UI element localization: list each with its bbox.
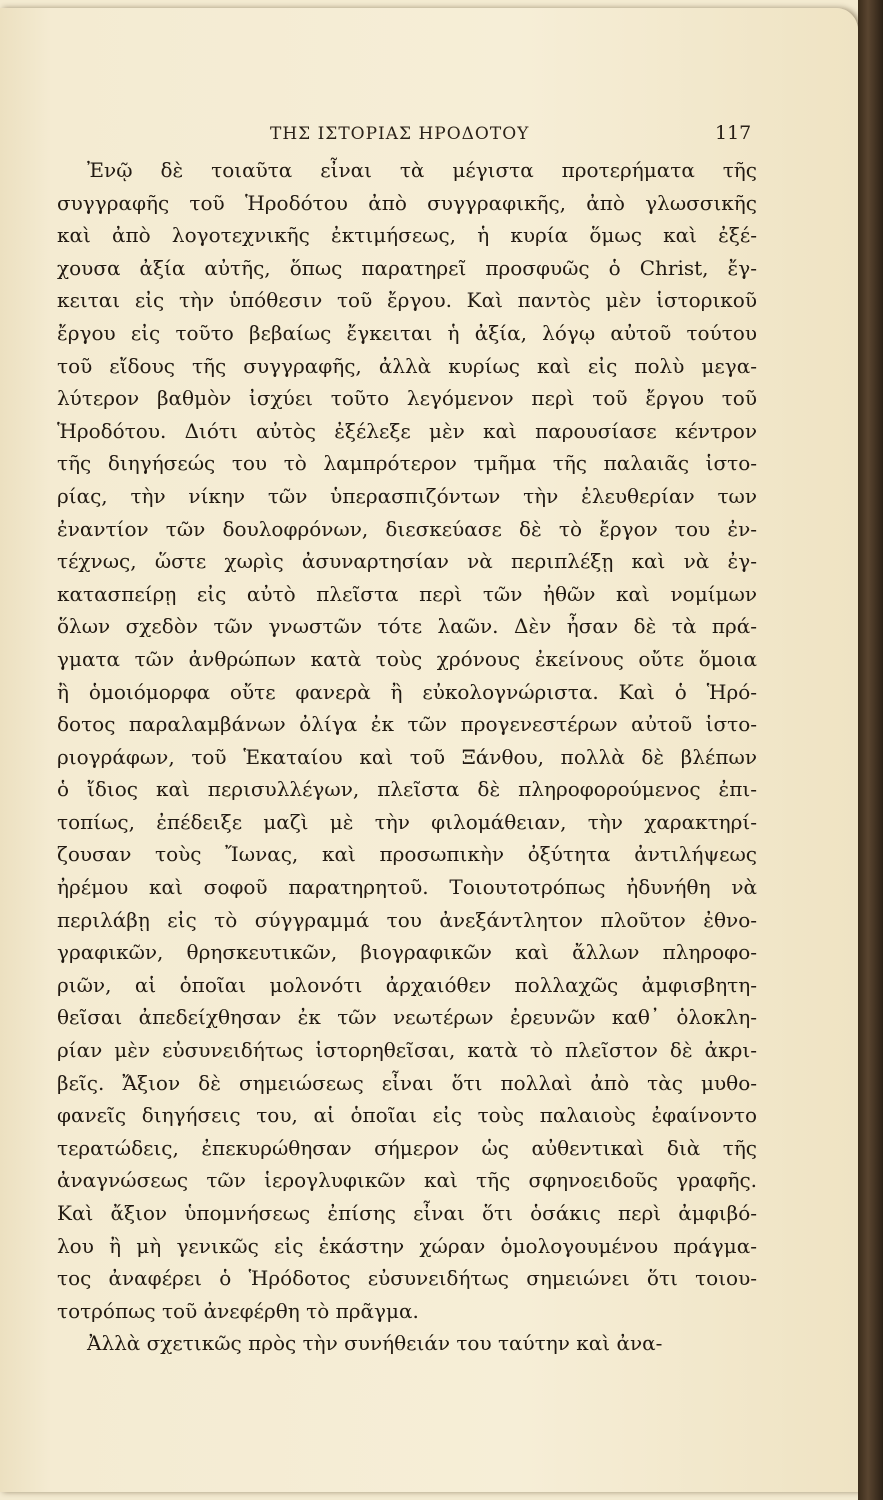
page-header [0,120,858,150]
text-line: περιλάβῃ εἰς τὸ σύγγραμμά του ἀνεξάντλητον πλοῦτον ἐθνο- [57,907,757,932]
text-line: τοπίως, ἐπέδειξε μαζὶ μὲ τὴν φιλομάθειαν, τὴν χαρακτηρί- [57,809,757,834]
text-line: ἔργου εἰς τοῦτο βεβαίως ἔγκειται ἡ ἀξία, λόγῳ αὐτοῦ τούτου [57,320,757,345]
text-line: ρίαν μὲν εὐσυνειδήτως ἱστορηθεῖσαι, κατὰ τὸ πλεῖστον δὲ ἀκρι- [57,1038,757,1063]
text-line: ἀναγνώσεως τῶν ἱερογλυφικῶν καὶ τῆς σφηνοειδοῦς γραφῆς. [57,1168,757,1193]
text-line: δοτος παραλαμβάνων ὀλίγα ἐκ τῶν προγενεστέρων αὐτοῦ ἱστο- [57,712,757,737]
text-line: τῆς διηγήσεώς του τὸ λαμπρότερον τμῆμα τῆς παλαιᾶς ἱστο- [57,451,757,476]
text-line: λύτερον βαθμὸν ἰσχύει τοῦτο λεγόμενον περὶ τοῦ ἔργου τοῦ [57,386,757,411]
text-line: ἢ ὁμοιόμορφα οὔτε φανερὰ ἢ εὐκολογνώριστα. Καὶ ὁ Ἡρό- [57,679,757,704]
text-line: καὶ ἀπὸ λογοτεχνικῆς ἐκτιμήσεως, ἡ κυρία ὅμως καὶ ἐξέ- [57,223,757,248]
text-line: συγγραφῆς τοῦ Ἡροδότου ἀπὸ συγγραφικῆς, ἀπὸ γλωσσικῆς [57,190,757,215]
body-text [57,154,757,1360]
text-line: ζουσαν τοὺς Ἴωνας, καὶ προσωπικὴν ὀξύτητα ἀντιλήψεως [57,842,757,867]
text-line: τος ἀναφέρει ὁ Ἡρόδοτος εὐσυνειδήτως σημειώνει ὅτι τοιου- [57,1266,757,1291]
text-line: βεῖς. Ἄξιον δὲ σημειώσεως εἶναι ὅτι πολλαὶ ἀπὸ τὰς μυθο- [57,1070,757,1095]
text-line: ριῶν, αἱ ὁποῖαι μολονότι ἀρχαιόθεν πολλαχῶς ἀμφισβητη- [57,972,757,997]
page-number: 117 [715,122,752,144]
text-line: ὅλων σχεδὸν τῶν γνωστῶν τότε λαῶν. Δὲν ἦσαν δὲ τὰ πρά- [57,614,757,639]
text-line: γματα τῶν ἀνθρώπων κατὰ τοὺς χρόνους ἐκείνους οὔτε ὅμοια [57,646,757,671]
running-title: ΤΗΣ ΙΣΤΟΡΙΑΣ ΗΡΟΔΟΤΟΥ [270,124,530,144]
text-line: λου ἢ μὴ γενικῶς εἰς ἑκάστην χώραν ὁμολογουμένου πράγμα- [57,1233,757,1258]
text-line: Ἡροδότου. Διότι αὐτὸς ἐξέλεξε μὲν καὶ παρουσίασε κέντρον [57,418,757,443]
text-line: ἠρέμου καὶ σοφοῦ παρατηρητοῦ. Τοιουτοτρόπως ἠδυνήθη νὰ [57,875,757,900]
text-line: κατασπείρῃ εἰς αὐτὸ πλεῖστα περὶ τῶν ἠθῶν καὶ νομίμων [57,581,757,606]
text-line: Ἐνῷ δὲ τοιαῦτα εἶναι τὰ μέγιστα προτερήματα τῆς [87,158,757,182]
text-line: τέχνως, ὥστε χωρὶς ἀσυναρτησίαν νὰ περιπλέξῃ καὶ νὰ ἐγ- [57,549,757,574]
text-line: φανεῖς διηγήσεις του, αἱ ὁποῖαι εἰς τοὺς παλαιοὺς ἐφαίνοντο [57,1103,757,1128]
text-line: Ἀλλὰ σχετικῶς πρὸς τὴν συνήθειάν του ταύτην καὶ ἀνα- [87,1331,663,1356]
text-line: κειται εἰς τὴν ὑπόθεσιν τοῦ ἔργου. Καὶ παντὸς μὲν ἱστορικοῦ [57,288,757,313]
text-line: ρίας, τὴν νίκην τῶν ὑπερασπιζόντων τὴν ἐλευθερίαν των [57,483,757,508]
text-line: τοῦ εἴδους τῆς συγγραφῆς, ἀλλὰ κυρίως καὶ εἰς πολὺ μεγα- [57,353,757,378]
text-line: τοτρόπως τοῦ ἀνεφέρθη τὸ πρᾶγμα. [57,1298,419,1323]
text-line: Καὶ ἄξιον ὑπομνήσεως ἐπίσης εἶναι ὅτι ὁσάκις περὶ ἀμφιβό- [57,1201,757,1225]
text-line: τερατώδεις, ἐπεκυρώθησαν σήμερον ὡς αὐθεντικαὶ διὰ τῆς [57,1135,757,1160]
book-edge-shadow [858,0,883,1500]
text-line: γραφικῶν, θρησκευτικῶν, βιογραφικῶν καὶ ἄλλων πληροφο- [57,940,757,965]
book-page [0,8,858,1492]
text-line: θεῖσαι ἀπεδείχθησαν ἐκ τῶν νεωτέρων ἐρευνῶν καθ᾽ ὁλοκλη- [57,1005,757,1030]
text-line: ἐναντίον τῶν δουλοφρόνων, διεσκεύασε δὲ τὸ ἔργον του ἐν- [57,516,757,541]
text-line: ριογράφων, τοῦ Ἑκαταίου καὶ τοῦ Ξάνθου, πολλὰ δὲ βλέπων [57,744,757,769]
text-line: χουσα ἀξία αὐτῆς, ὅπως παρατηρεῖ προσφυῶς ὁ Christ, ἔγ- [57,255,757,280]
text-line: ὁ ἴδιος καὶ περισυλλέγων, πλεῖστα δὲ πληροφορούμενος ἐπι- [57,777,757,802]
